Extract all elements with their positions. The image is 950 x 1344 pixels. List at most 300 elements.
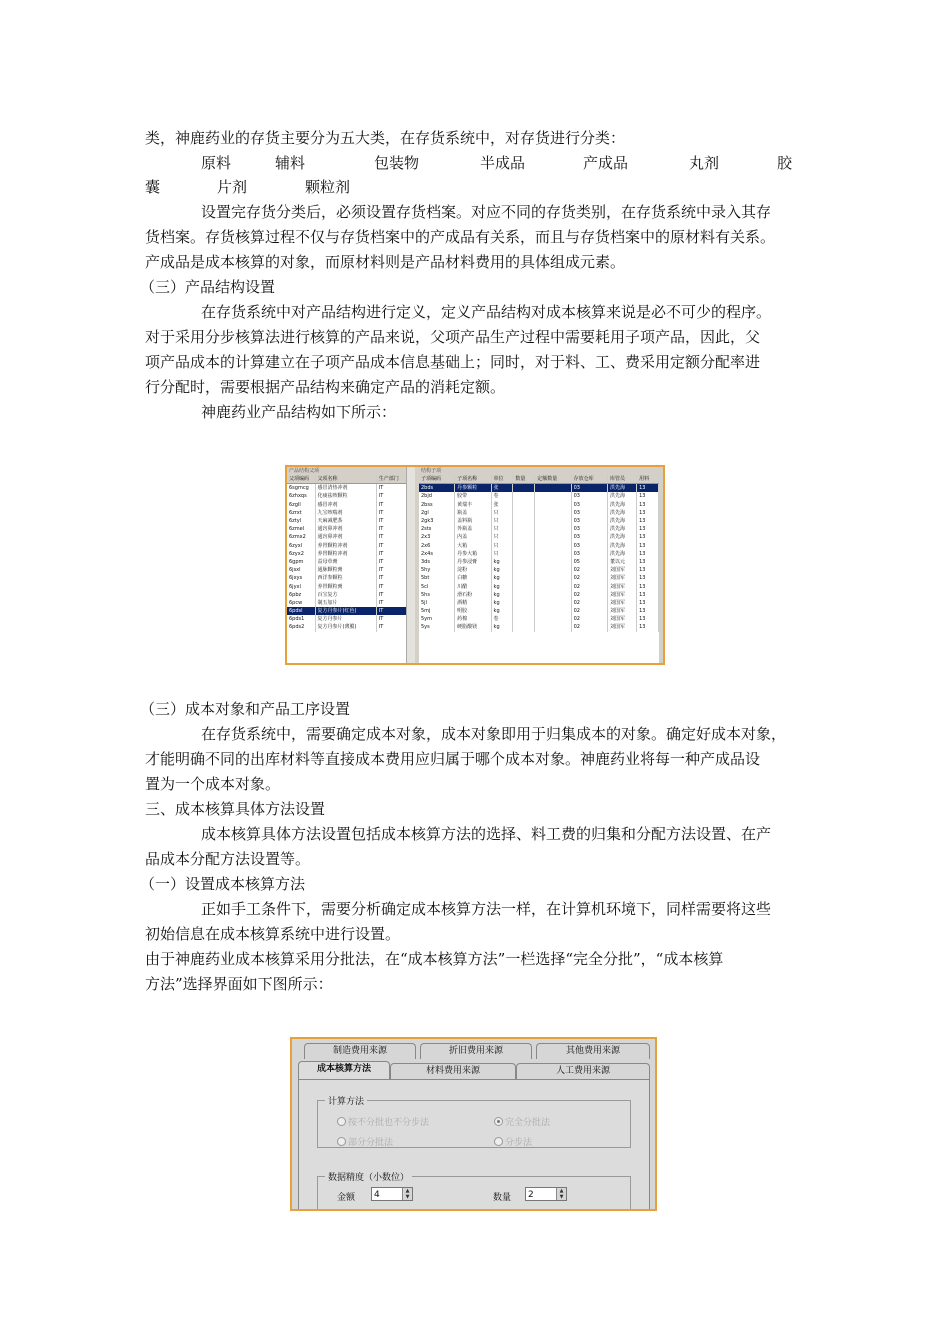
table-cell bbox=[513, 492, 535, 500]
table-cell bbox=[535, 566, 571, 574]
table-cell bbox=[513, 501, 535, 509]
table-cell: IT bbox=[376, 615, 414, 623]
table-row[interactable] bbox=[287, 492, 415, 500]
table-cell: 张 bbox=[491, 484, 513, 493]
table-row[interactable] bbox=[287, 574, 415, 582]
table-row[interactable] bbox=[287, 566, 415, 574]
table-cell: 2gl bbox=[419, 509, 455, 517]
table-cell: 复方丹参片(薄膜) bbox=[315, 623, 376, 631]
section-heading: （三）产品结构设置 bbox=[140, 278, 276, 296]
table-cell: 13 bbox=[637, 533, 659, 541]
table-row[interactable] bbox=[287, 591, 415, 599]
column-header[interactable]: 生产部门 bbox=[376, 475, 414, 484]
table-cell: 2gk3 bbox=[419, 517, 455, 525]
table-row[interactable] bbox=[419, 533, 659, 541]
table-row[interactable] bbox=[419, 484, 659, 493]
table-cell: 通窍鼻冲剂 bbox=[315, 525, 376, 533]
tab-labor-cost-source[interactable]: 人工费用来源 bbox=[516, 1063, 650, 1079]
paragraph-line: 品成本分配方法设置等。 bbox=[145, 850, 311, 868]
table-cell: 川醋 bbox=[455, 582, 491, 590]
table-cell: 制五加片 bbox=[315, 599, 376, 607]
table-cell: 03 bbox=[571, 517, 607, 525]
table-cell: 5hy bbox=[419, 566, 455, 574]
table-cell: 董以元 bbox=[608, 558, 637, 566]
table-cell: 6jxys bbox=[287, 574, 315, 582]
table-cell: kg bbox=[491, 574, 513, 582]
table-cell: 洪先海 bbox=[608, 492, 637, 500]
table-cell: 13 bbox=[637, 607, 659, 615]
table-cell: 6zgll bbox=[287, 501, 315, 509]
table-cell: 6jyxl bbox=[287, 582, 315, 590]
table-cell: 13 bbox=[637, 566, 659, 574]
table-cell: 滑石粉 bbox=[455, 591, 491, 599]
paragraph-line: 对于采用分步核算法进行核算的产品来说，父项产品生产过程中需要耗用子项产品，因此，父 bbox=[145, 328, 761, 346]
table-cell: 13 bbox=[637, 525, 659, 533]
table-cell: 九宝咳喘剂 bbox=[315, 509, 376, 517]
table-cell: 5hs bbox=[419, 591, 455, 599]
table-row[interactable] bbox=[419, 607, 659, 615]
table-cell: 淀粉 bbox=[455, 566, 491, 574]
table-cell: IT bbox=[376, 574, 414, 582]
table-cell: 5bt bbox=[419, 574, 455, 582]
table-cell: 2bjd bbox=[419, 492, 455, 500]
paragraph-line: 设置完存货分类后，必须设置存货档案。对应不同的存货类别，在存货系统中录入其存 bbox=[201, 203, 772, 221]
table-cell: 13 bbox=[637, 517, 659, 525]
table-cell: 6gpm bbox=[287, 558, 315, 566]
table-cell: IT bbox=[376, 550, 414, 558]
category-item: 胶 bbox=[777, 154, 793, 172]
table-cell bbox=[513, 558, 535, 566]
paragraph-line: 神鹿药业产品结构如下所示： bbox=[201, 403, 397, 421]
table-cell bbox=[513, 591, 535, 599]
paragraph-line: 项产品成本的计算建立在子项产品成本信息基础上；同时，对于料、工、费采用定额分配率进 bbox=[145, 353, 761, 371]
table-row[interactable] bbox=[419, 492, 659, 500]
table-cell: 刘国军 bbox=[608, 582, 637, 590]
table-cell: 丹参浸膏 bbox=[455, 558, 491, 566]
table-cell: 内盖 bbox=[455, 533, 491, 541]
table-cell: IT bbox=[376, 607, 414, 615]
table-row[interactable] bbox=[287, 517, 415, 525]
table-cell: 大箱 bbox=[455, 542, 491, 550]
table-cell: 6pds2 bbox=[287, 623, 315, 631]
table-row[interactable] bbox=[419, 509, 659, 517]
table-cell: 02 bbox=[571, 582, 607, 590]
table-cell: 02 bbox=[571, 574, 607, 582]
table-cell: IT bbox=[376, 492, 414, 500]
table-cell: 6zmel bbox=[287, 525, 315, 533]
table-cell: kg bbox=[491, 599, 513, 607]
table-cell: 13 bbox=[637, 615, 659, 623]
table-cell: 益母草膏 bbox=[315, 558, 376, 566]
table-cell: 只 bbox=[491, 509, 513, 517]
table-cell: 白糖 bbox=[455, 574, 491, 582]
table-cell bbox=[535, 533, 571, 541]
column-header[interactable]: 子项编码 bbox=[419, 475, 455, 484]
table-cell: 黄瑞丰 bbox=[455, 501, 491, 509]
table-row[interactable] bbox=[287, 484, 415, 493]
radio-label: 按不分批也不分步法 bbox=[348, 1118, 430, 1128]
table-cell bbox=[513, 574, 535, 582]
radio-full-batch[interactable] bbox=[494, 1115, 550, 1128]
table-cell: 丹参大箱 bbox=[455, 550, 491, 558]
table-cell: 2x3 bbox=[419, 533, 455, 541]
table-cell bbox=[535, 591, 571, 599]
table-cell: 02 bbox=[571, 566, 607, 574]
table-row[interactable] bbox=[419, 582, 659, 590]
table-cell: 6zmx2 bbox=[287, 533, 315, 541]
table-row[interactable] bbox=[287, 509, 415, 517]
table-cell: 洪先海 bbox=[608, 501, 637, 509]
table-cell bbox=[513, 509, 535, 517]
paragraph-inventory-classes: 类，神鹿药业的存货主要分为五大类，在存货系统中，对存货进行分类： bbox=[145, 129, 626, 147]
table-cell: 5ys bbox=[419, 623, 455, 631]
table-cell: 13 bbox=[637, 582, 659, 590]
table-cell: 02 bbox=[571, 591, 607, 599]
category-item: 产成品 bbox=[583, 154, 629, 172]
table-cell: 感冒清热冲剂 bbox=[315, 484, 376, 493]
table-cell: 刘国军 bbox=[608, 623, 637, 631]
table-cell bbox=[535, 525, 571, 533]
table-cell: 02 bbox=[571, 623, 607, 631]
table-cell: 感冒冲剂 bbox=[315, 501, 376, 509]
table-cell: 03 bbox=[571, 525, 607, 533]
table-cell: 丹参颗粒 bbox=[455, 484, 491, 493]
table-cell: 百宝复方 bbox=[315, 591, 376, 599]
table-cell bbox=[535, 599, 571, 607]
tab-other-cost-source[interactable]: 其他费用来源 bbox=[536, 1043, 650, 1059]
table-cell bbox=[513, 484, 535, 493]
table-row[interactable] bbox=[287, 550, 415, 558]
table-cell: 通窍鼻冲剂 bbox=[315, 533, 376, 541]
table-cell: 6zrxt bbox=[287, 509, 315, 517]
table-cell bbox=[513, 566, 535, 574]
amount-stepper[interactable] bbox=[371, 1187, 413, 1201]
scrollbar[interactable] bbox=[406, 467, 415, 663]
table-cell: 刘国军 bbox=[608, 574, 637, 582]
table-cell: 刘国军 bbox=[608, 615, 637, 623]
paragraph-line: 正如手工条件下，需要分析确定成本核算方法一样，在计算机环境下，同样需要将这些 bbox=[201, 900, 772, 918]
table-cell: 通脉颗粒膏 bbox=[315, 566, 376, 574]
table-cell: 洪先海 bbox=[608, 550, 637, 558]
table-row[interactable] bbox=[287, 623, 415, 631]
table-cell: IT bbox=[376, 591, 414, 599]
table-cell: IT bbox=[376, 566, 414, 574]
paragraph-line: 产成品是成本核算的对象，而原材料则是产品材料费用的具体组成元素。 bbox=[145, 253, 626, 271]
table-cell: 6zyx2 bbox=[287, 550, 315, 558]
table-cell: 03 bbox=[571, 492, 607, 500]
table-cell: 13 bbox=[637, 591, 659, 599]
tab-manufacturing-cost-source[interactable]: 制造费用来源 bbox=[304, 1043, 416, 1059]
group-title: 数据精度（小数位） bbox=[325, 1170, 412, 1183]
category-item: 片剂 bbox=[217, 178, 248, 196]
group-title: 计算方法 bbox=[325, 1094, 367, 1107]
table-cell: kg bbox=[491, 558, 513, 566]
table-cell bbox=[513, 623, 535, 631]
table-cell: IT bbox=[376, 501, 414, 509]
spin-arrows-icon[interactable]: ▲ ▼ bbox=[556, 1188, 566, 1200]
radio-icon bbox=[337, 1137, 346, 1146]
paragraph-line: 货档案。存货核算过程不仅与存货档案中的产成品有关系，而且与存货档案中的原材料有关系。 bbox=[145, 228, 776, 246]
table-cell: 只 bbox=[491, 525, 513, 533]
table-cell: IT bbox=[376, 484, 414, 493]
section-heading: （一）设置成本核算方法 bbox=[140, 875, 306, 893]
radio-label: 完全分批法 bbox=[505, 1118, 551, 1128]
paragraph-line: 成本核算具体方法设置包括成本核算方法的选择、料工费的归集和分配方法设置、在产 bbox=[201, 825, 772, 843]
table-cell: 03 bbox=[571, 533, 607, 541]
table-cell: kg bbox=[491, 582, 513, 590]
table-cell: 2bds bbox=[419, 484, 455, 493]
table-cell: 卷 bbox=[491, 615, 513, 623]
table-cell bbox=[535, 550, 571, 558]
table-row[interactable] bbox=[419, 566, 659, 574]
table-row[interactable] bbox=[419, 558, 659, 566]
table-cell bbox=[535, 542, 571, 550]
radio-icon bbox=[494, 1137, 503, 1146]
table-row[interactable] bbox=[287, 542, 415, 550]
table-cell: kg bbox=[491, 623, 513, 631]
radio-partial-batch[interactable] bbox=[337, 1135, 393, 1148]
column-header[interactable]: 单位 bbox=[491, 475, 513, 484]
table-cell: IT bbox=[376, 582, 414, 590]
quantity-stepper[interactable] bbox=[525, 1187, 567, 1201]
table-cell bbox=[513, 517, 535, 525]
table-cell bbox=[513, 533, 535, 541]
table-cell: 13 bbox=[637, 574, 659, 582]
quantity-value: 2 bbox=[528, 1190, 534, 1200]
radio-selected-icon bbox=[494, 1117, 503, 1126]
table-cell: 03 bbox=[571, 509, 607, 517]
table-row[interactable] bbox=[287, 599, 415, 607]
table-cell: 明胶 bbox=[455, 607, 491, 615]
table-row[interactable] bbox=[287, 607, 415, 615]
category-item: 半成品 bbox=[480, 154, 526, 172]
table-row[interactable] bbox=[287, 525, 415, 533]
radio-icon bbox=[337, 1117, 346, 1126]
table-cell: 13 bbox=[637, 501, 659, 509]
table-cell bbox=[535, 615, 571, 623]
table-cell: 6sgmcg bbox=[287, 484, 315, 493]
table-cell: 瓶盖 bbox=[455, 509, 491, 517]
table-cell bbox=[513, 615, 535, 623]
table-cell: 13 bbox=[637, 492, 659, 500]
table-cell: 2sts bbox=[419, 525, 455, 533]
tab-panel bbox=[298, 1079, 650, 1211]
table-row[interactable] bbox=[419, 623, 659, 631]
table-cell: 3ds bbox=[419, 558, 455, 566]
table-cell: 13 bbox=[637, 484, 659, 493]
table-cell bbox=[513, 582, 535, 590]
column-header[interactable]: 用料 bbox=[637, 475, 659, 484]
table-cell: 养胃颗粒冲剂 bbox=[315, 550, 376, 558]
table-row[interactable] bbox=[419, 525, 659, 533]
parent-items-table bbox=[287, 475, 415, 632]
table-row[interactable] bbox=[419, 550, 659, 558]
table-row[interactable] bbox=[287, 501, 415, 509]
table-cell: 13 bbox=[637, 550, 659, 558]
table-cell: IT bbox=[376, 533, 414, 541]
amount-value: 4 bbox=[374, 1190, 380, 1200]
column-header[interactable]: 定额数量 bbox=[535, 475, 571, 484]
table-cell: 5cl bbox=[419, 582, 455, 590]
radio-label: 分步法 bbox=[505, 1138, 533, 1148]
table-cell: 西洋参颗粒 bbox=[315, 574, 376, 582]
table-cell: 13 bbox=[637, 542, 659, 550]
table-cell: 养胃颗粒冲剂 bbox=[315, 542, 376, 550]
section-heading: （三）成本对象和产品工序设置 bbox=[140, 700, 351, 718]
table-cell bbox=[535, 574, 571, 582]
column-header[interactable]: 父项编码 bbox=[287, 475, 315, 484]
table-cell: IT bbox=[376, 517, 414, 525]
table-row[interactable] bbox=[419, 574, 659, 582]
category-item: 包装物 bbox=[374, 154, 420, 172]
table-cell: 2x6 bbox=[419, 542, 455, 550]
category-item: 囊 bbox=[145, 178, 161, 196]
table-cell bbox=[535, 484, 571, 493]
amount-label: 金额 bbox=[337, 1193, 356, 1203]
paragraph-line: 由于神鹿药业成本核算采用分批法，在“成本核算方法”一栏选择“完全分批”，“成本核算 bbox=[145, 950, 724, 968]
table-cell: IT bbox=[376, 509, 414, 517]
table-cell bbox=[513, 607, 535, 615]
table-cell bbox=[513, 550, 535, 558]
table-row[interactable] bbox=[287, 615, 415, 623]
table-cell: IT bbox=[376, 599, 414, 607]
category-item: 辅料 bbox=[275, 154, 306, 172]
table-row[interactable] bbox=[287, 558, 415, 566]
table-cell: 6zhxqs bbox=[287, 492, 315, 500]
table-cell: 张 bbox=[491, 501, 513, 509]
table-cell bbox=[535, 582, 571, 590]
table-cell: IT bbox=[376, 542, 414, 550]
paragraph-line: 在存货系统中对产品结构进行定义，定义产品结构对成本核算来说是必不可少的程序。 bbox=[201, 303, 772, 321]
table-cell: 养胃颗粒膏 bbox=[315, 582, 376, 590]
column-header[interactable]: 库管员 bbox=[608, 475, 637, 484]
table-cell: 外瓶盖 bbox=[455, 525, 491, 533]
table-cell: 洪先海 bbox=[608, 517, 637, 525]
table-cell: 03 bbox=[571, 550, 607, 558]
tab-material-cost-source[interactable]: 材料费用来源 bbox=[390, 1063, 516, 1079]
table-row[interactable] bbox=[419, 517, 659, 525]
table-cell: 洪先海 bbox=[608, 533, 637, 541]
table-cell: 05 bbox=[571, 558, 607, 566]
table-cell: 化痰祛咳颗粒 bbox=[315, 492, 376, 500]
table-cell: 硬脂酸镁 bbox=[455, 623, 491, 631]
table-cell: 酒精 bbox=[455, 599, 491, 607]
quantity-label: 数量 bbox=[493, 1193, 512, 1203]
cost-method-screenshot bbox=[290, 1037, 657, 1211]
table-cell: 6ztyl bbox=[287, 517, 315, 525]
table-cell bbox=[535, 558, 571, 566]
table-cell: 13 bbox=[637, 509, 659, 517]
column-header[interactable]: 父项名称 bbox=[315, 475, 376, 484]
table-cell: 药棉 bbox=[455, 615, 491, 623]
paragraph-line: 初始信息在成本核算系统中进行设置。 bbox=[145, 925, 401, 943]
table-cell: 刘国军 bbox=[608, 591, 637, 599]
paragraph-line: 置为一个成本对象。 bbox=[145, 775, 281, 793]
table-cell: 刘国军 bbox=[608, 599, 637, 607]
table-cell bbox=[535, 501, 571, 509]
child-items-table bbox=[419, 475, 659, 632]
paragraph-line: 行分配时，需要根据产品结构来确定产品的消耗定额。 bbox=[145, 378, 506, 396]
table-cell: 02 bbox=[571, 607, 607, 615]
paragraph-line: 才能明确不同的出库材料等直接成本费用应归属于哪个成本对象。神鹿药业将每一种产成品设 bbox=[145, 750, 761, 768]
table-cell: kg bbox=[491, 591, 513, 599]
table-cell: 只 bbox=[491, 517, 513, 525]
table-cell bbox=[513, 599, 535, 607]
table-cell: 6pds1 bbox=[287, 615, 315, 623]
table-cell: 03 bbox=[571, 501, 607, 509]
table-cell bbox=[535, 607, 571, 615]
table-cell: 只 bbox=[491, 533, 513, 541]
table-cell: 胶带 bbox=[455, 492, 491, 500]
table-row[interactable] bbox=[287, 582, 415, 590]
table-cell: IT bbox=[376, 525, 414, 533]
table-cell: 天麻减肥茶 bbox=[315, 517, 376, 525]
table-cell: 卷 bbox=[491, 492, 513, 500]
table-cell bbox=[535, 517, 571, 525]
table-cell: 13 bbox=[637, 558, 659, 566]
table-cell: 只 bbox=[491, 542, 513, 550]
table-cell: 盖料瓶 bbox=[455, 517, 491, 525]
table-cell: 02 bbox=[571, 615, 607, 623]
pane-caption: 产品结构父项 bbox=[287, 467, 415, 475]
table-cell: 6pdsl bbox=[287, 607, 315, 615]
column-header[interactable]: 存放仓库 bbox=[571, 475, 607, 484]
table-cell: 13 bbox=[637, 599, 659, 607]
category-item: 原料 bbox=[201, 154, 232, 172]
table-row[interactable] bbox=[419, 542, 659, 550]
radio-no-batch-no-step[interactable] bbox=[337, 1115, 429, 1128]
table-cell: 03 bbox=[571, 542, 607, 550]
category-item: 丸剂 bbox=[689, 154, 720, 172]
category-item: 颗粒剂 bbox=[305, 178, 351, 196]
column-header[interactable]: 子项名称 bbox=[455, 475, 491, 484]
table-row[interactable] bbox=[419, 615, 659, 623]
section-heading: 三、成本核算具体方法设置 bbox=[145, 800, 326, 818]
table-cell: 洪先海 bbox=[608, 525, 637, 533]
spin-arrows-icon[interactable]: ▲ ▼ bbox=[402, 1188, 412, 1200]
table-cell: 5jl bbox=[419, 599, 455, 607]
table-row[interactable] bbox=[419, 501, 659, 509]
table-cell: 6jsxl bbox=[287, 566, 315, 574]
table-cell: 洪先海 bbox=[608, 509, 637, 517]
table-row[interactable] bbox=[287, 533, 415, 541]
table-cell: 刘国军 bbox=[608, 566, 637, 574]
table-row[interactable] bbox=[419, 599, 659, 607]
table-cell: 13 bbox=[637, 623, 659, 631]
pane-caption: 结构子项 bbox=[419, 467, 659, 475]
table-cell: 5ym bbox=[419, 615, 455, 623]
table-cell: 02 bbox=[571, 599, 607, 607]
tab-cost-method[interactable]: 成本核算方法 bbox=[298, 1061, 390, 1079]
table-cell bbox=[535, 509, 571, 517]
table-row[interactable] bbox=[419, 591, 659, 599]
radio-step-method[interactable] bbox=[494, 1135, 532, 1148]
table-cell: kg bbox=[491, 566, 513, 574]
table-cell bbox=[535, 623, 571, 631]
table-cell: 只 bbox=[491, 550, 513, 558]
table-cell: 6pcw bbox=[287, 599, 315, 607]
column-header[interactable]: 数量 bbox=[513, 475, 535, 484]
table-cell: 03 bbox=[571, 484, 607, 493]
radio-label: 部分分批法 bbox=[348, 1138, 394, 1148]
table-cell bbox=[513, 542, 535, 550]
table-cell: IT bbox=[376, 558, 414, 566]
table-cell bbox=[513, 525, 535, 533]
paragraph-line: 方法”选择界面如下图所示： bbox=[145, 975, 333, 993]
tab-depreciation-cost-source[interactable]: 折旧费用来源 bbox=[420, 1043, 532, 1059]
table-cell: 2x4s bbox=[419, 550, 455, 558]
table-cell: 6pbz bbox=[287, 591, 315, 599]
